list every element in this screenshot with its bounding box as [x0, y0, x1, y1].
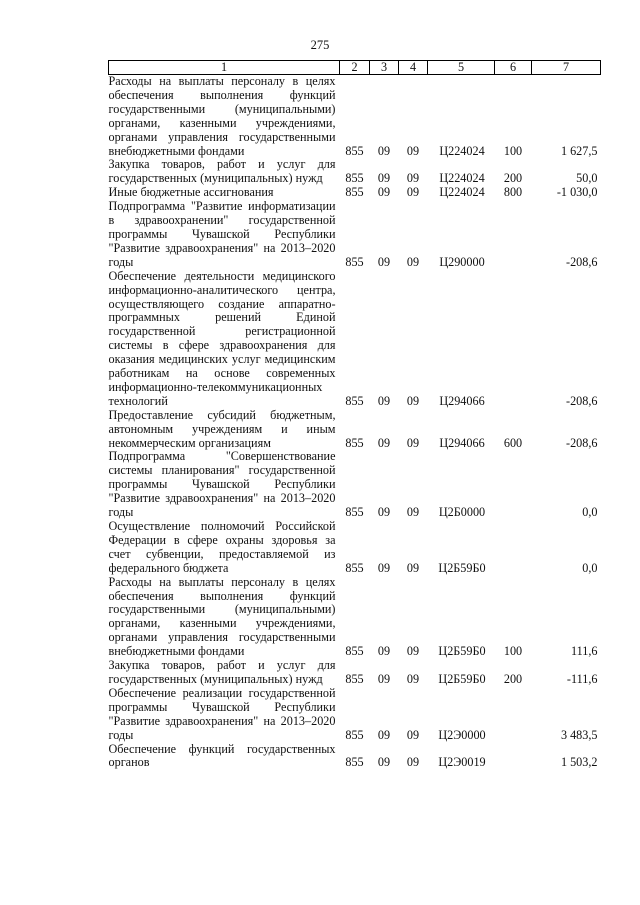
amount: 3 483,5: [560, 727, 598, 742]
table-row: [109, 409, 601, 451]
ministry-code: 855: [345, 143, 364, 158]
amount: -1 030,0: [556, 185, 598, 200]
expense-type-code: [495, 270, 532, 409]
subsection-code: 09: [406, 727, 420, 742]
expense-type-code: 100: [503, 143, 523, 158]
amount: 1 503,2: [560, 755, 598, 770]
target-article-code: Ц2Б0000: [438, 505, 486, 520]
amount: 0,0: [582, 505, 598, 520]
ministry-code: 855: [345, 435, 364, 450]
column-header: 2: [340, 61, 370, 75]
amount: -208,6: [566, 435, 598, 450]
amount: -111,6: [566, 671, 598, 686]
row-name: Предоставление субсидий бюджетным, автономным учреждениям и иным некоммерческим организациям: [108, 407, 336, 450]
amount: -208,6: [566, 254, 598, 269]
row-name: Обеспечение функций государственных органов: [108, 741, 336, 770]
expense-type-code: [495, 520, 532, 576]
section-code: 09: [377, 185, 391, 200]
table-row: [109, 270, 601, 409]
expense-type-code: [495, 743, 532, 771]
row-name: Осуществление полномочий Российской Федерации в сфере охраны здоровья за счет субвенции, предоставляемой из федерального бюджета: [108, 519, 336, 575]
subsection-code: 09: [406, 755, 420, 770]
subsection-code: 09: [406, 644, 420, 659]
ministry-code: 855: [345, 254, 364, 269]
amount: 50,0: [576, 171, 598, 186]
target-article-code: Ц294066: [439, 435, 485, 450]
table-row: [109, 158, 601, 186]
column-header: 7: [532, 61, 601, 75]
subsection-code: 09: [406, 671, 420, 686]
amount: -208,6: [566, 393, 598, 408]
subsection-code: 09: [406, 435, 420, 450]
target-article-code: Ц2Э0019: [438, 755, 486, 770]
column-header: 4: [399, 61, 428, 75]
row-name: Закупка товаров, работ и услуг для государственных (муниципальных) нужд: [108, 157, 336, 186]
table-row: [109, 659, 601, 687]
target-article-code: Ц2Э0000: [438, 727, 486, 742]
column-header: 3: [370, 61, 399, 75]
table-row: [109, 186, 601, 200]
header-row: [109, 61, 601, 75]
ministry-code: 855: [345, 755, 364, 770]
budget-table: [108, 60, 601, 770]
table-row: [109, 200, 601, 270]
section-code: 09: [377, 727, 391, 742]
expense-type-code: 600: [503, 435, 523, 450]
table-row: [109, 520, 601, 576]
expense-type-code: 200: [503, 171, 523, 186]
column-header: 1: [109, 61, 340, 75]
ministry-code: 855: [345, 505, 364, 520]
subsection-code: 09: [406, 560, 420, 575]
expense-type-code: [495, 687, 532, 743]
section-code: 09: [377, 143, 391, 158]
row-name: Подпрограмма "Совершенствование системы планирования" государственной программы Чувашской Республики "Развитие здравоохранения" на 2013–2020 годы: [108, 449, 336, 520]
section-code: 09: [377, 560, 391, 575]
table-row: [109, 576, 601, 659]
column-header: 5: [428, 61, 495, 75]
subsection-code: 09: [406, 185, 420, 200]
expense-type-code: [495, 200, 532, 270]
target-article-code: Ц290000: [439, 254, 485, 269]
subsection-code: 09: [406, 171, 420, 186]
page-number: 275: [310, 38, 330, 52]
ministry-code: 855: [345, 171, 364, 186]
section-code: 09: [377, 435, 391, 450]
row-name: Обеспечение деятельности медицинского информационно-аналитического центра, осуществляющего создание аппаратно-программных решений Единой государственной регистрационной системы в сфере здравоохранения для оказания медицинских услуг медицинским работникам на основе современных информационно-телекоммуникационных технологий: [108, 268, 336, 408]
expense-type-code: 200: [503, 671, 523, 686]
row-name: Закупка товаров, работ и услуг для государственных (муниципальных) нужд: [108, 658, 336, 686]
section-code: 09: [377, 505, 391, 520]
section-code: 09: [377, 254, 391, 269]
section-code: 09: [377, 393, 391, 408]
expense-type-code: [495, 450, 532, 520]
amount: 0,0: [582, 560, 598, 575]
ministry-code: 855: [345, 727, 364, 742]
table-row: [109, 450, 601, 520]
section-code: 09: [377, 644, 391, 659]
expense-type-code: 100: [503, 644, 523, 659]
expense-type-code: 800: [503, 185, 523, 200]
table-row: [109, 687, 601, 743]
ministry-code: 855: [345, 671, 364, 686]
table-body: [109, 75, 601, 771]
amount: 1 627,5: [560, 143, 598, 158]
ministry-code: 855: [345, 644, 364, 659]
row-name: Расходы на выплаты персоналу в целях обеспечения выполнения функций государственными (муниципальными) органами, казенными учреждениями, органами управления государственными внебюджетными фондами: [108, 74, 336, 158]
target-article-code: Ц2Б59Б0: [438, 560, 486, 575]
subsection-code: 09: [406, 505, 420, 520]
target-article-code: Ц224024: [439, 171, 485, 186]
row-name: Обеспечение реализации государственной программы Чувашской Республики "Развитие здравоохранения" на 2013–2020 годы: [108, 685, 336, 742]
table-row: [109, 743, 601, 771]
target-article-code: Ц2Б59Б0: [438, 671, 486, 686]
subsection-code: 09: [406, 143, 420, 158]
section-code: 09: [377, 671, 391, 686]
subsection-code: 09: [406, 254, 420, 269]
row-name: Расходы на выплаты персоналу в целях обеспечения выполнения функций государственными (муниципальными) органами, казенными учреждениями, органами управления государственными внебюджетными фондами: [108, 574, 336, 659]
column-header: 6: [495, 61, 532, 75]
row-name: Подпрограмма "Развитие информатизации в здравоохранении" государственной программы Чувашской Республики "Развитие здравоохранения" на 2013–2020 годы: [108, 199, 336, 269]
target-article-code: Ц224024: [439, 185, 485, 200]
target-article-code: Ц224024: [439, 143, 485, 158]
target-article-code: Ц2Б59Б0: [438, 644, 486, 659]
ministry-code: 855: [345, 393, 364, 408]
ministry-code: 855: [345, 560, 364, 575]
ministry-code: 855: [345, 185, 364, 200]
section-code: 09: [377, 171, 391, 186]
section-code: 09: [377, 755, 391, 770]
row-name: Иные бюджетные ассигнования: [108, 185, 274, 200]
amount: 111,6: [570, 644, 598, 659]
table-row: [109, 75, 601, 159]
subsection-code: 09: [406, 393, 420, 408]
target-article-code: Ц294066: [439, 393, 485, 408]
